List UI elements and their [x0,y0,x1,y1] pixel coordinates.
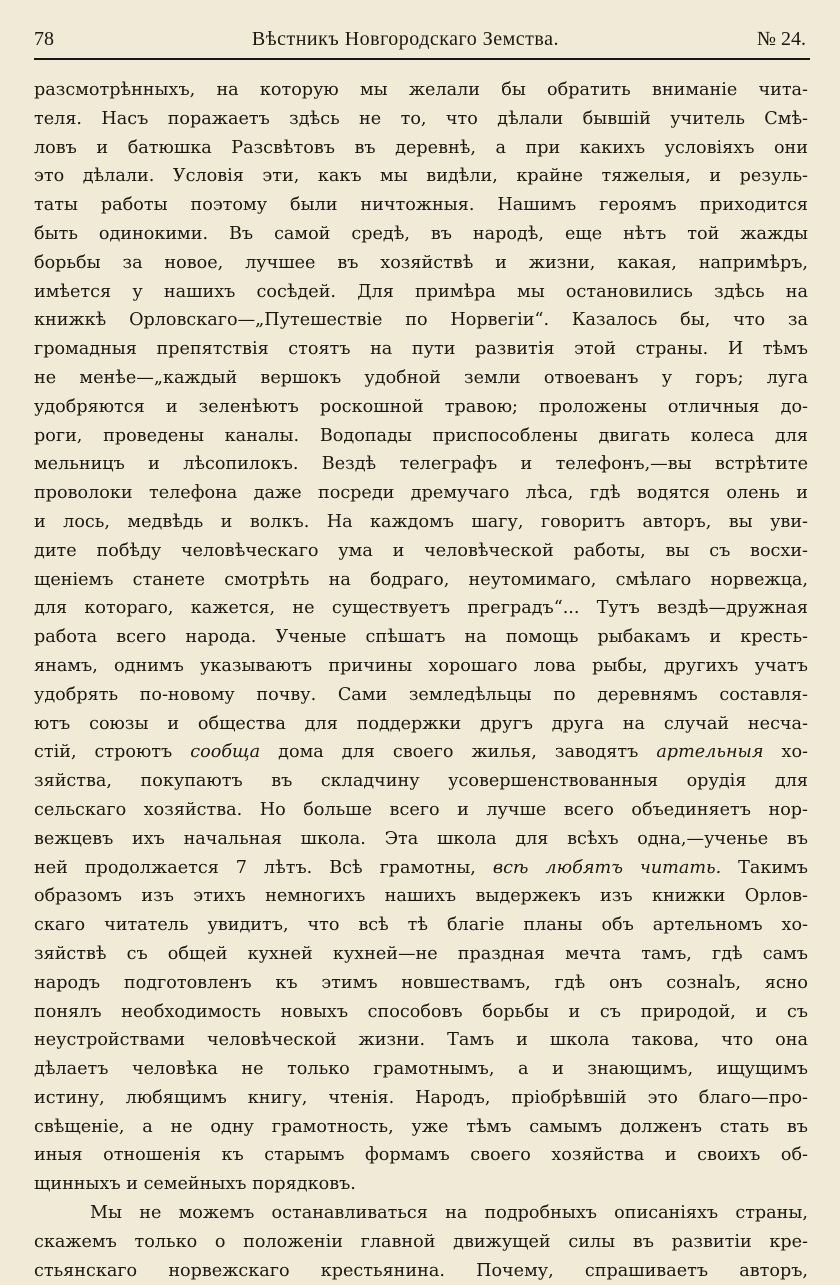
text-line: щинныхъ и семейныхъ порядковъ. [34,1174,356,1195]
paragraph [34,1199,808,1285]
text-line: борьбы за новое, лучшее въ хозяйствѣ и жизни, какая, напримѣръ, [34,252,808,273]
text-line: не менѣе—„каждый вершокъ удобной земли отвоеванъ у горъ; луга [34,367,808,388]
text-line: скажемъ только о положеніи главной движущей силы въ развитіи кре- [34,1231,808,1252]
text-line: сельскаго хозяйства. Но больше всего и лучше всего объединяетъ нор- [34,799,808,820]
text-line: для котораго, кажется, не существуетъ преградъ“... Тутъ вездѣ—дружная [34,598,808,619]
text-run: ней продолжается 7 лѣтъ. Всѣ грамотны, [34,857,493,878]
italic-text: сообща [190,742,261,763]
text-run: дома для своего жилья, заводятъ [260,742,657,763]
text-line: это дѣлали. Условія эти, какъ мы видѣли, крайне тяжелыя, и резуль- [34,166,808,187]
text-line: Мы не можемъ останавливаться на подробныхъ описаніяхъ страны, [90,1203,808,1224]
text-line: щеніемъ станете смотрѣть на бодраго, неутомимаго, смѣлаго норвежца, [34,569,808,590]
text-line: скаго читатель увидитъ, что всѣ тѣ благіе планы объ артельномъ хо- [34,915,808,936]
article-body [34,76,808,1285]
text-line: зяйства, покупаютъ въ складчину усовершенствованныя орудія для [34,771,808,792]
page-header [34,22,806,56]
text-line: разсмотрѣнныхъ, на которую мы желали бы обратить вниманіе чита- [34,80,808,100]
text-line: таты работы поэтому были ничтожныя. Нашимъ героямъ приходится [34,195,808,216]
text-line [34,854,808,883]
text-line: громадныя препятствія стоятъ на пути развитія этой страны. И тѣмъ [34,339,808,360]
text-line: свѣщеніе, а не одну грамотность, уже тѣмъ самымъ долженъ стать въ [34,1116,808,1137]
issue-number: № 24. [756,27,806,50]
italic-text: артельныя [656,742,764,763]
text-line: книжкѣ Орловскаго—„Путешествіе по Норвегіи“. Казалось бы, что за [34,310,808,331]
text-run: хо- [763,742,808,763]
text-line: народъ подготовленъ къ этимъ новшествамъ, гдѣ онъ сознаlъ, ясно [34,972,808,993]
text-line: ловъ и батюшка Разсвѣтовъ въ деревнѣ, а при какихъ условіяхъ они [34,137,808,158]
text-line: мельницъ и лѣсопилокъ. Вездѣ телеграфъ и телефонъ,—вы встрѣтите [34,454,808,475]
text-line: дите побѣду человѣческаго ума и человѣческой работы, вы съ восхи- [34,540,808,561]
text-line: удобрять по-новому почву. Сами земледѣльцы по деревнямъ составля- [34,684,808,705]
page-number: 78 [34,27,54,50]
journal-title: Вѣстникъ Новгородскаго Земства. [251,27,559,50]
text-line: образомъ изъ этихъ немногихъ нашихъ выдержекъ изъ книжки Орлов- [34,886,808,907]
text-line: роги, проведены каналы. Водопады приспособлены двигать колеса для [34,425,808,446]
text-line: теля. Насъ поражаетъ здѣсь не то, что дѣлали бывшій учитель Смѣ- [34,108,808,129]
text-line: стьянскаго норвежскаго крестьянина. Почему, спрашиваетъ авторъ, [34,1260,808,1281]
header-rule [34,58,810,60]
italic-text: всѣ любятъ читать. [492,857,722,878]
text-line: работа всего народа. Ученые спѣшатъ на помощь рыбакамъ и кресть- [34,627,808,648]
text-run: стій, строютъ [34,742,191,763]
text-line: неустройствами человѣческой жизни. Тамъ и школа такова, что она [34,1030,808,1051]
text-line: вежцевъ ихъ начальная школа. Эта школа для всѣхъ одна,—ученье въ [34,828,808,849]
text-line: удобряются и зеленѣютъ роскошной травою; проложены отличныя до- [34,396,808,417]
text-line: ютъ союзы и общества для поддержки другъ друга на случай несча- [34,713,808,734]
text-line: иныя отношенія къ старымъ формамъ своего хозяйства и своихъ об- [34,1145,808,1166]
text-line: и лось, медвѣдь и волкъ. На каждомъ шагу, говоритъ авторъ, вы уви- [34,511,808,532]
text-line: понялъ необходимость новыхъ способовъ борьбы и съ природой, и съ [34,1001,808,1022]
text-run: Такимъ [721,857,808,878]
paragraph [34,76,808,1199]
text-line: зяйствѣ съ общей кухней кухней—не праздная мечта тамъ, гдѣ самъ [34,943,808,964]
text-line: дѣлаетъ человѣка не только грамотнымъ, а и знающимъ, ищущимъ [34,1059,808,1080]
text-line: истину, любящимъ книгу, чтенія. Народъ, пріобрѣвшій это благо—про- [34,1087,808,1108]
text-line: проволоки телефона даже посреди дремучаго лѣса, гдѣ водятся олень и [34,483,808,504]
text-line: имѣется у нашихъ сосѣдей. Для примѣра мы остановились здѣсь на [34,281,808,302]
text-line: быть одинокими. Въ самой средѣ, въ народѣ, еще нѣтъ той жажды [34,223,808,244]
text-line: янамъ, однимъ указываютъ причины хорошаго лова рыбы, другихъ учатъ [34,655,808,676]
text-line [34,738,808,767]
